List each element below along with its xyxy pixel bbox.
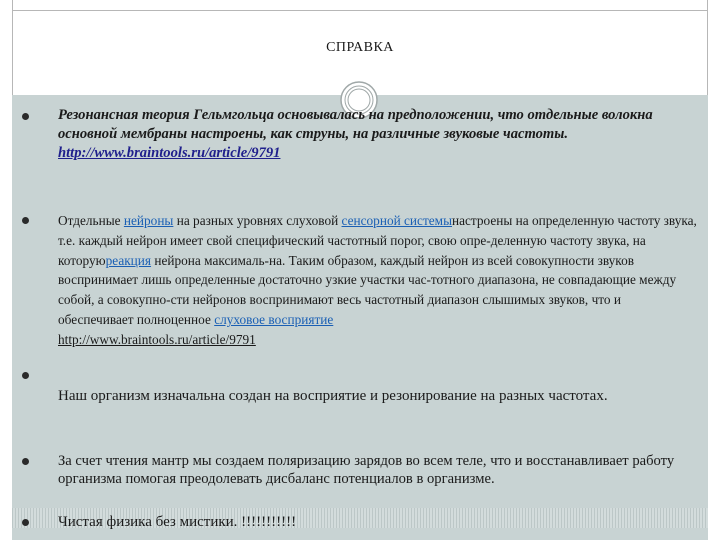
link-auditory-perception[interactable]: слуховое восприятие [214, 311, 334, 327]
link-reaction[interactable]: реакция [105, 252, 152, 268]
bullet-marker [22, 458, 29, 465]
bullet-1-link[interactable]: http://www.braintools.ru/article/9791 [58, 145, 281, 161]
bullet-4: За счет чтения мантр мы создаем поляризацию зарядов во всем теле, что и восстанавливает работу организма помогая преодолевать дисбаланс потенциалов в организме. [58, 453, 675, 487]
bullet-2-text-4: нейрона максималь-на. Таким образом, каждый нейрон из всей совокупности звуков воспринимает лишь определенные достаточно узкие участки час-тотного диапазона, не совпадающие между собой, а совокупно-сти нейронов воспринимают весь частотный диапазон слышимых звуков, что и обеспечивает полноценное [58, 252, 677, 327]
bullet-5: Чистая физика без мистики. !!!!!!!!!!! [58, 514, 297, 530]
bullet-marker [22, 519, 29, 526]
bullet-1 [58, 106, 698, 163]
top-rule [12, 10, 708, 11]
bullet-2-text-1: Отдельные [58, 213, 124, 228]
bullet-2-text-2: на разных уровнях слуховой [173, 213, 342, 228]
bullet-marker [22, 372, 29, 379]
slide-title: СПРАВКА [326, 40, 394, 55]
bullet-marker [22, 113, 29, 120]
link-sensory-system[interactable]: сенсорной системы [341, 213, 453, 228]
bullet-marker [22, 217, 29, 224]
bullet-2-link[interactable]: http://www.braintools.ru/article/9791 [58, 331, 256, 347]
bullet-2-text-3: настроены на определенную частоту звука, т.е. каждый нейрон имеет свой специфический частотный порог, свою опре-деленную частоту звука, на которую [58, 213, 697, 268]
link-neurons[interactable]: нейроны [123, 213, 174, 228]
bullet-2 [58, 211, 698, 350]
bullet-3: Наш организм изначальна создан на восприятие и резонирование на разных частотах. [58, 388, 608, 404]
bullet-1-text: Резонансная теория Гельмгольца основывалась на предположении, что отдельные волокна основной мембраны настроены, как струны, на различные звуковые частоты. [58, 107, 653, 142]
